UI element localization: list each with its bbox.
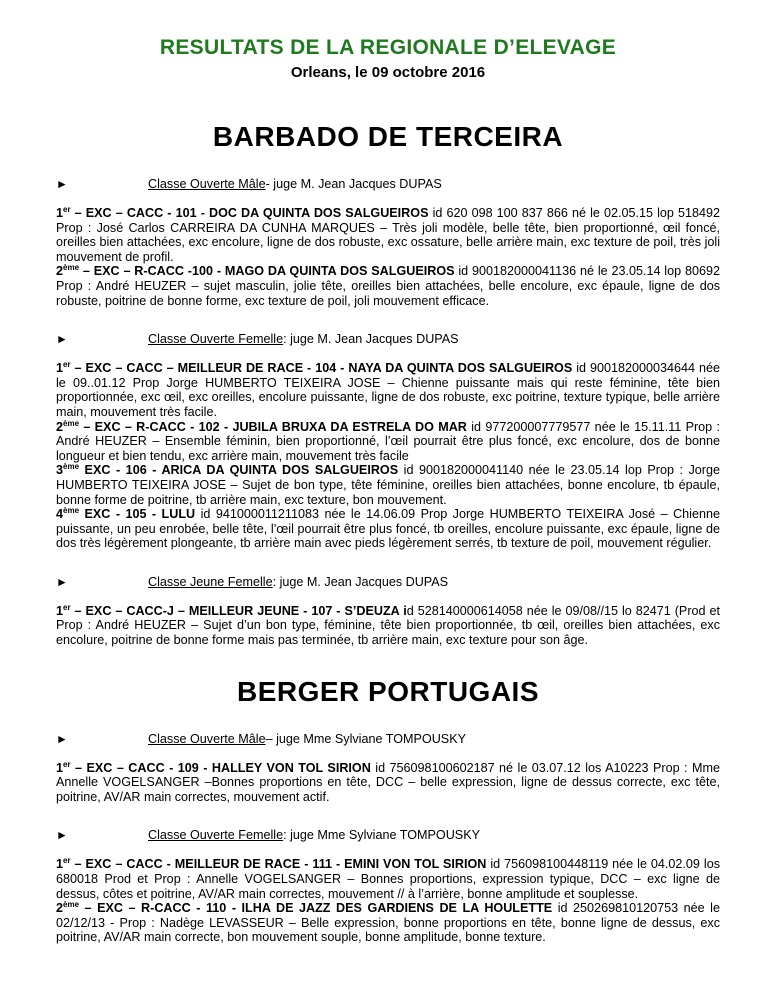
entry-rank: 3 [56, 463, 64, 478]
entry-rank-suffix: er [63, 759, 71, 769]
entry-award-dog: EXC - 106 - ARICA DA QUINTA DOS SALGUEIROS [79, 463, 399, 478]
class-judge: : juge M. Jean Jacques DUPAS [272, 574, 449, 589]
arrow-bullet-icon: ► [56, 177, 68, 191]
result-entry [56, 604, 720, 648]
arrow-bullet-icon: ► [56, 731, 68, 746]
entry-rank: 1 [56, 857, 64, 872]
entry-award-dog: – EXC – R-CACC -100 - MAGO DA QUINTA DOS SALGUEIROS [79, 264, 455, 279]
entry-award-dog: – EXC – R-CACC - 110 - ILHA DE JAZZ DES GARDIENS DE LA HOULETTE [79, 901, 553, 916]
entry-rank-suffix: ème [63, 418, 80, 428]
entry-description: id 941000011211083 née le 14.06.09 Prop Jorge HUMBERTO TEIXEIRA José – Chienne puissante, un peu enrobée, belle tête, l’œil pourrait être plus foncé, tb oreilles, encolure puissante, exc épaule, ligne de dos très légèrement plongeante, tb arrière main avec pieds légèrement serrés, tb texture de poil, mouvement régulier. [56, 507, 720, 551]
arrow-bullet-icon: ► [56, 574, 68, 589]
class-entries [56, 857, 720, 945]
entry-rank: 4 [56, 507, 64, 522]
entry-award-dog: EXC - 105 - LULU [79, 507, 196, 522]
breed-heading: BERGER PORTUGAIS [236, 675, 540, 707]
document-title: RESULTATS DE LA REGIONALE D’ELEVAGE [159, 36, 617, 59]
entry-award-dog: – EXC – CACC-J – MEILLEUR JEUNE - 107 - S’DEUZA i [70, 603, 407, 618]
class-name: Classe Ouverte Mâle [148, 731, 266, 746]
result-entry [56, 901, 720, 945]
result-entry [56, 361, 720, 419]
entry-award-dog: – EXC – CACC - 109 - HALLEY VON TOL SIRION [70, 760, 371, 775]
class-judge: : juge M. Jean Jacques DUPAS [283, 332, 459, 347]
document-subtitle: Orleans, le 09 octobre 2016 [290, 64, 486, 81]
entry-rank-suffix: ème [63, 900, 80, 910]
entry-description: id 250269810120753 née le 02/12/13 - Prop : Nadège LEVASSEUR – Belle expression, bonne proportions en tête, bonne ligne de dessus, exc poitrine, AV/AR main correcte, bon mouvement souple, bonne amplitude, bonne texture. [56, 901, 720, 945]
entry-rank-suffix: ème [63, 263, 80, 273]
entry-description: id 620 098 100 837 866 né le 02.05.15 lop 518492 Prop : José Carlos CARREIRA DA CUNHA MARQUES – Très joli modèle, belle tête, bien proportionné, œil foncé, oreilles bien attachées, exc encolure, ligne de dos robuste, exc ossature, belle arrière main, exc texture de poil, très joli mouvement de profil. [56, 206, 720, 264]
entry-rank-suffix: er [63, 359, 71, 369]
result-entry [56, 463, 720, 507]
class-entries [56, 761, 720, 805]
entry-description: id 756098100602187 né le 03.07.12 los A10223 Prop : Mme Annelle VOGELSANGER –Bonnes proportions en tête, DCC – belle expression, ligne de dessus correcte, exc tête, poitrine, AV/AR main correctes, mouvement actif. [56, 760, 720, 804]
entry-description: id 900182000034644 née le 09..01.12 Prop Jorge HUMBERTO TEIXEIRA JOSE – Chienne puissante mais qui reste féminine, tête bien proportionnée, exc œil, exc oreilles, encolure puissante, ligne de dos robuste, exc poitrine, texture typique, belle arrière main, mouvement très facile. [56, 361, 721, 419]
entry-rank-suffix: er [63, 856, 71, 866]
result-entry [56, 761, 720, 805]
entry-award-dog: – EXC – CACC - 101 - DOC DA QUINTA DOS SALGUEIROS [70, 206, 429, 220]
entry-description: id 900182000041140 née le 23.05.14 lop Prop : Jorge HUMBERTO TEIXEIRA JOSE – Sujet de bon type, tête féminine, oreilles bien attachées, bonne encolure, tb épaule, bonne forme de poitrine, tb arrière main, exc texture, bon mouvement. [56, 463, 720, 507]
entry-rank: 1 [56, 206, 64, 220]
result-entry [56, 507, 720, 551]
entry-award-dog: – EXC – R-CACC - 102 - JUBILA BRUXA DA ESTRELA DO MAR [79, 419, 467, 434]
entry-award-dog: – EXC – CACC - MEILLEUR DE RACE - 111 - EMINI VON TOL SIRION [70, 857, 487, 872]
entry-rank-suffix: er [63, 204, 71, 214]
entry-rank: 1 [56, 361, 64, 376]
class-judge: – juge Mme Sylviane TOMPOUSKY [265, 731, 467, 746]
class-entries [56, 361, 720, 551]
class-name: Classe Ouverte Femelle [148, 332, 284, 347]
entry-rank-suffix: ème [63, 462, 80, 472]
class-line [56, 732, 720, 746]
entry-rank: 1 [56, 603, 64, 618]
class-line [56, 828, 720, 842]
entry-rank: 2 [56, 264, 64, 279]
class-line [56, 177, 720, 191]
result-entry [56, 420, 720, 464]
result-entry [56, 857, 720, 901]
class-judge: : juge Mme Sylviane TOMPOUSKY [283, 828, 481, 843]
class-judge: - juge M. Jean Jacques DUPAS [265, 177, 442, 191]
entry-description: id 756098100448119 née le 04.02.09 los 680018 Prod et Prop : Annelle VOGELSANGER – Bonnes proportions, expression typique, DCC – exc ligne de dessus, côtes et poitrine, AV/AR main correctes, mouvement // à l’arrière, bonne amplitude et souplesse. [56, 857, 720, 901]
result-entry [56, 264, 720, 308]
entry-rank: 2 [56, 419, 64, 434]
entry-description: id 977200007779577 née le 15.11.11 Prop : André HEUZER – Ensemble féminin, bien proportionné, l’œil pourrait être plus foncé, exc encolure, dos de bonne longueur et bien tendu, exc arrière main, mouvement très facile [56, 419, 720, 463]
entry-rank: 2 [56, 901, 64, 916]
arrow-bullet-icon: ► [56, 828, 68, 843]
entry-rank: 1 [56, 760, 64, 775]
breed-heading: BARBADO DE TERCEIRA [212, 121, 564, 152]
entry-rank-suffix: er [63, 602, 71, 612]
class-name: Classe Jeune Femelle [148, 574, 273, 589]
entry-description: d 528140000614058 née le 09/08//15 lo 82471 (Prod et Prop : André HEUZER – Sujet d’un bon type, féminine, tête bien proportionnée, tb œil, oreilles bien attachées, exc encolure, poitrine de bonne forme mais pas terminée, tb arrière main, exc texture pour son âge. [56, 603, 720, 648]
document-page [56, 36, 720, 945]
entry-award-dog: – EXC – CACC – MEILLEUR DE RACE - 104 - NAYA DA QUINTA DOS SALGUEIROS [70, 361, 573, 376]
results-sections [56, 121, 720, 945]
class-line [56, 575, 720, 589]
result-entry [56, 206, 720, 264]
class-name: Classe Ouverte Femelle [148, 828, 284, 843]
class-entries [56, 604, 720, 648]
entry-rank-suffix: ème [63, 505, 80, 515]
class-name: Classe Ouverte Mâle [148, 177, 266, 191]
arrow-bullet-icon: ► [56, 332, 68, 347]
class-entries [56, 206, 720, 308]
class-line [56, 332, 720, 346]
entry-description: id 900182000041136 né le 23.05.14 lop 80692 Prop : André HEUZER – sujet masculin, jolie tête, oreilles bien attachées, belle encolure, exc épaule, ligne de dos robuste, poitrine de bonne forme, exc texture de poil, joli mouvement efficace. [56, 264, 720, 308]
